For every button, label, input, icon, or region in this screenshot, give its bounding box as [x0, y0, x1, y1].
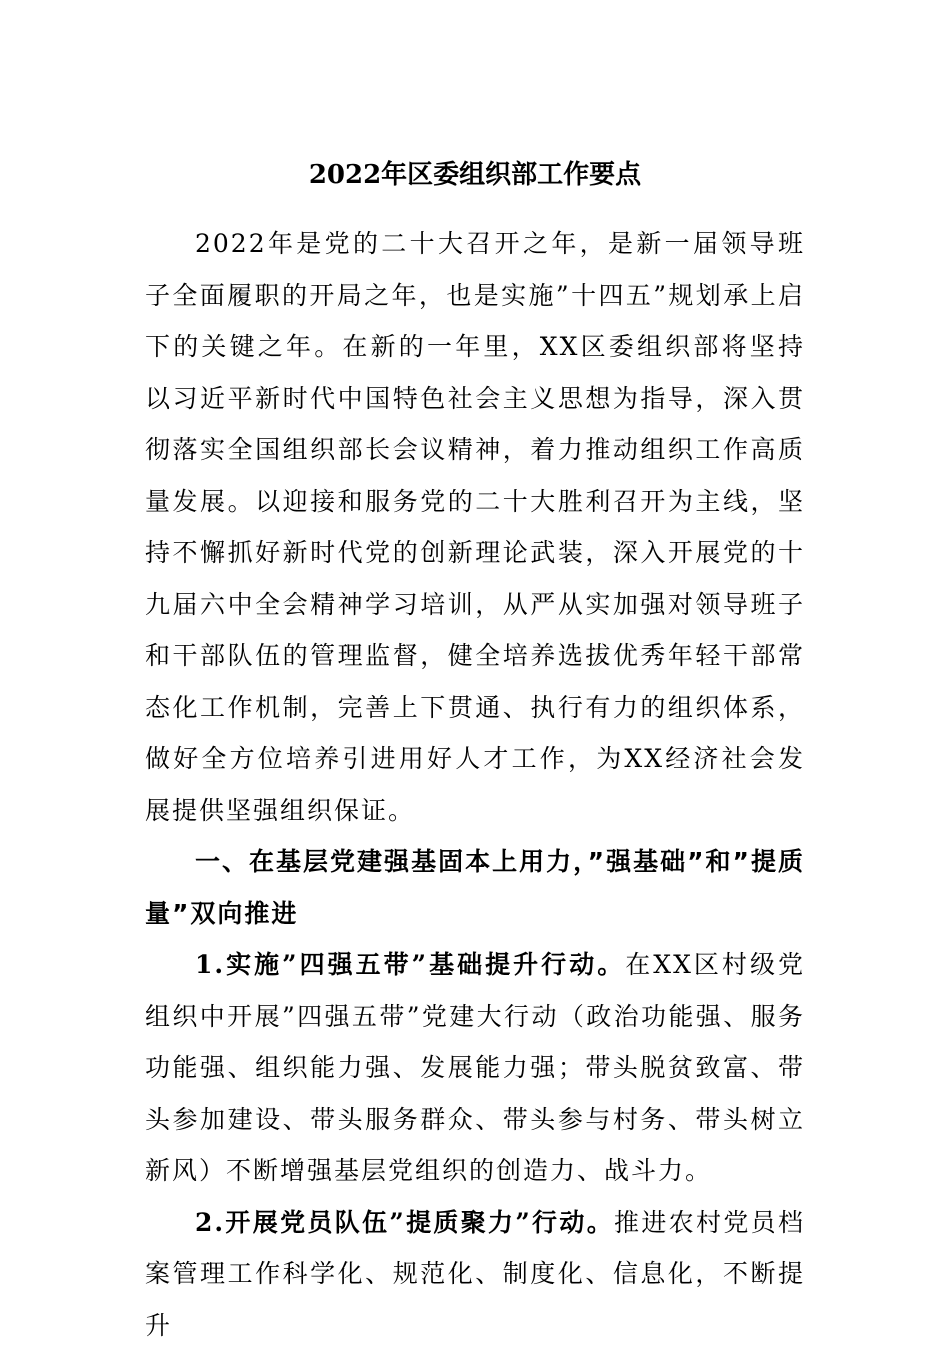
item-1-lead: 1.实施”四强五带”基础提升行动。: [195, 950, 625, 979]
document-page: [145, 150, 805, 1351]
item-2-paragraph: [145, 1197, 805, 1351]
item-2-body: 推进农村党员档案管理工作科学化、规范化、制度化、信息化，不断提升: [145, 1208, 805, 1340]
section-1-heading: 一、在基层党建强基固本上用力，”强基础”和”提质量”双向推进: [145, 836, 805, 939]
item-1-body: 在XX区村级党组织中开展”四强五带”党建大行动（政治功能强、服务功能强、组织能力强、发展能力强；带头脱贫致富、带头参加建设、带头服务群众、带头参与村务、带头树立新风）不断增强基层党组织的创造力、战斗力。: [145, 950, 805, 1185]
document-title: 2022年区委组织部工作要点: [145, 150, 805, 200]
item-2-lead: 2.开展党员队伍”提质聚力”行动。: [195, 1208, 614, 1237]
intro-paragraph: 2022年是党的二十大召开之年，是新一届领导班子全面履职的开局之年，也是实施”十四五”规划承上启下的关键之年。在新的一年里，XX区委组织部将坚持以习近平新时代中国特色社会主义思想为指导，深入贯彻落实全国组织部长会议精神，着力推动组织工作高质量发展。以迎接和服务党的二十大胜利召开为主线，坚持不懈抓好新时代党的创新理论武装，深入开展党的十九届六中全会精神学习培训，从严从实加强对领导班子和干部队伍的管理监督，健全培养选拔优秀年轻干部常态化工作机制，完善上下贯通、执行有力的组织体系，做好全方位培养引进用好人才工作，为XX经济社会发展提供坚强组织保证。: [145, 218, 805, 836]
item-1-paragraph: [145, 939, 805, 1197]
